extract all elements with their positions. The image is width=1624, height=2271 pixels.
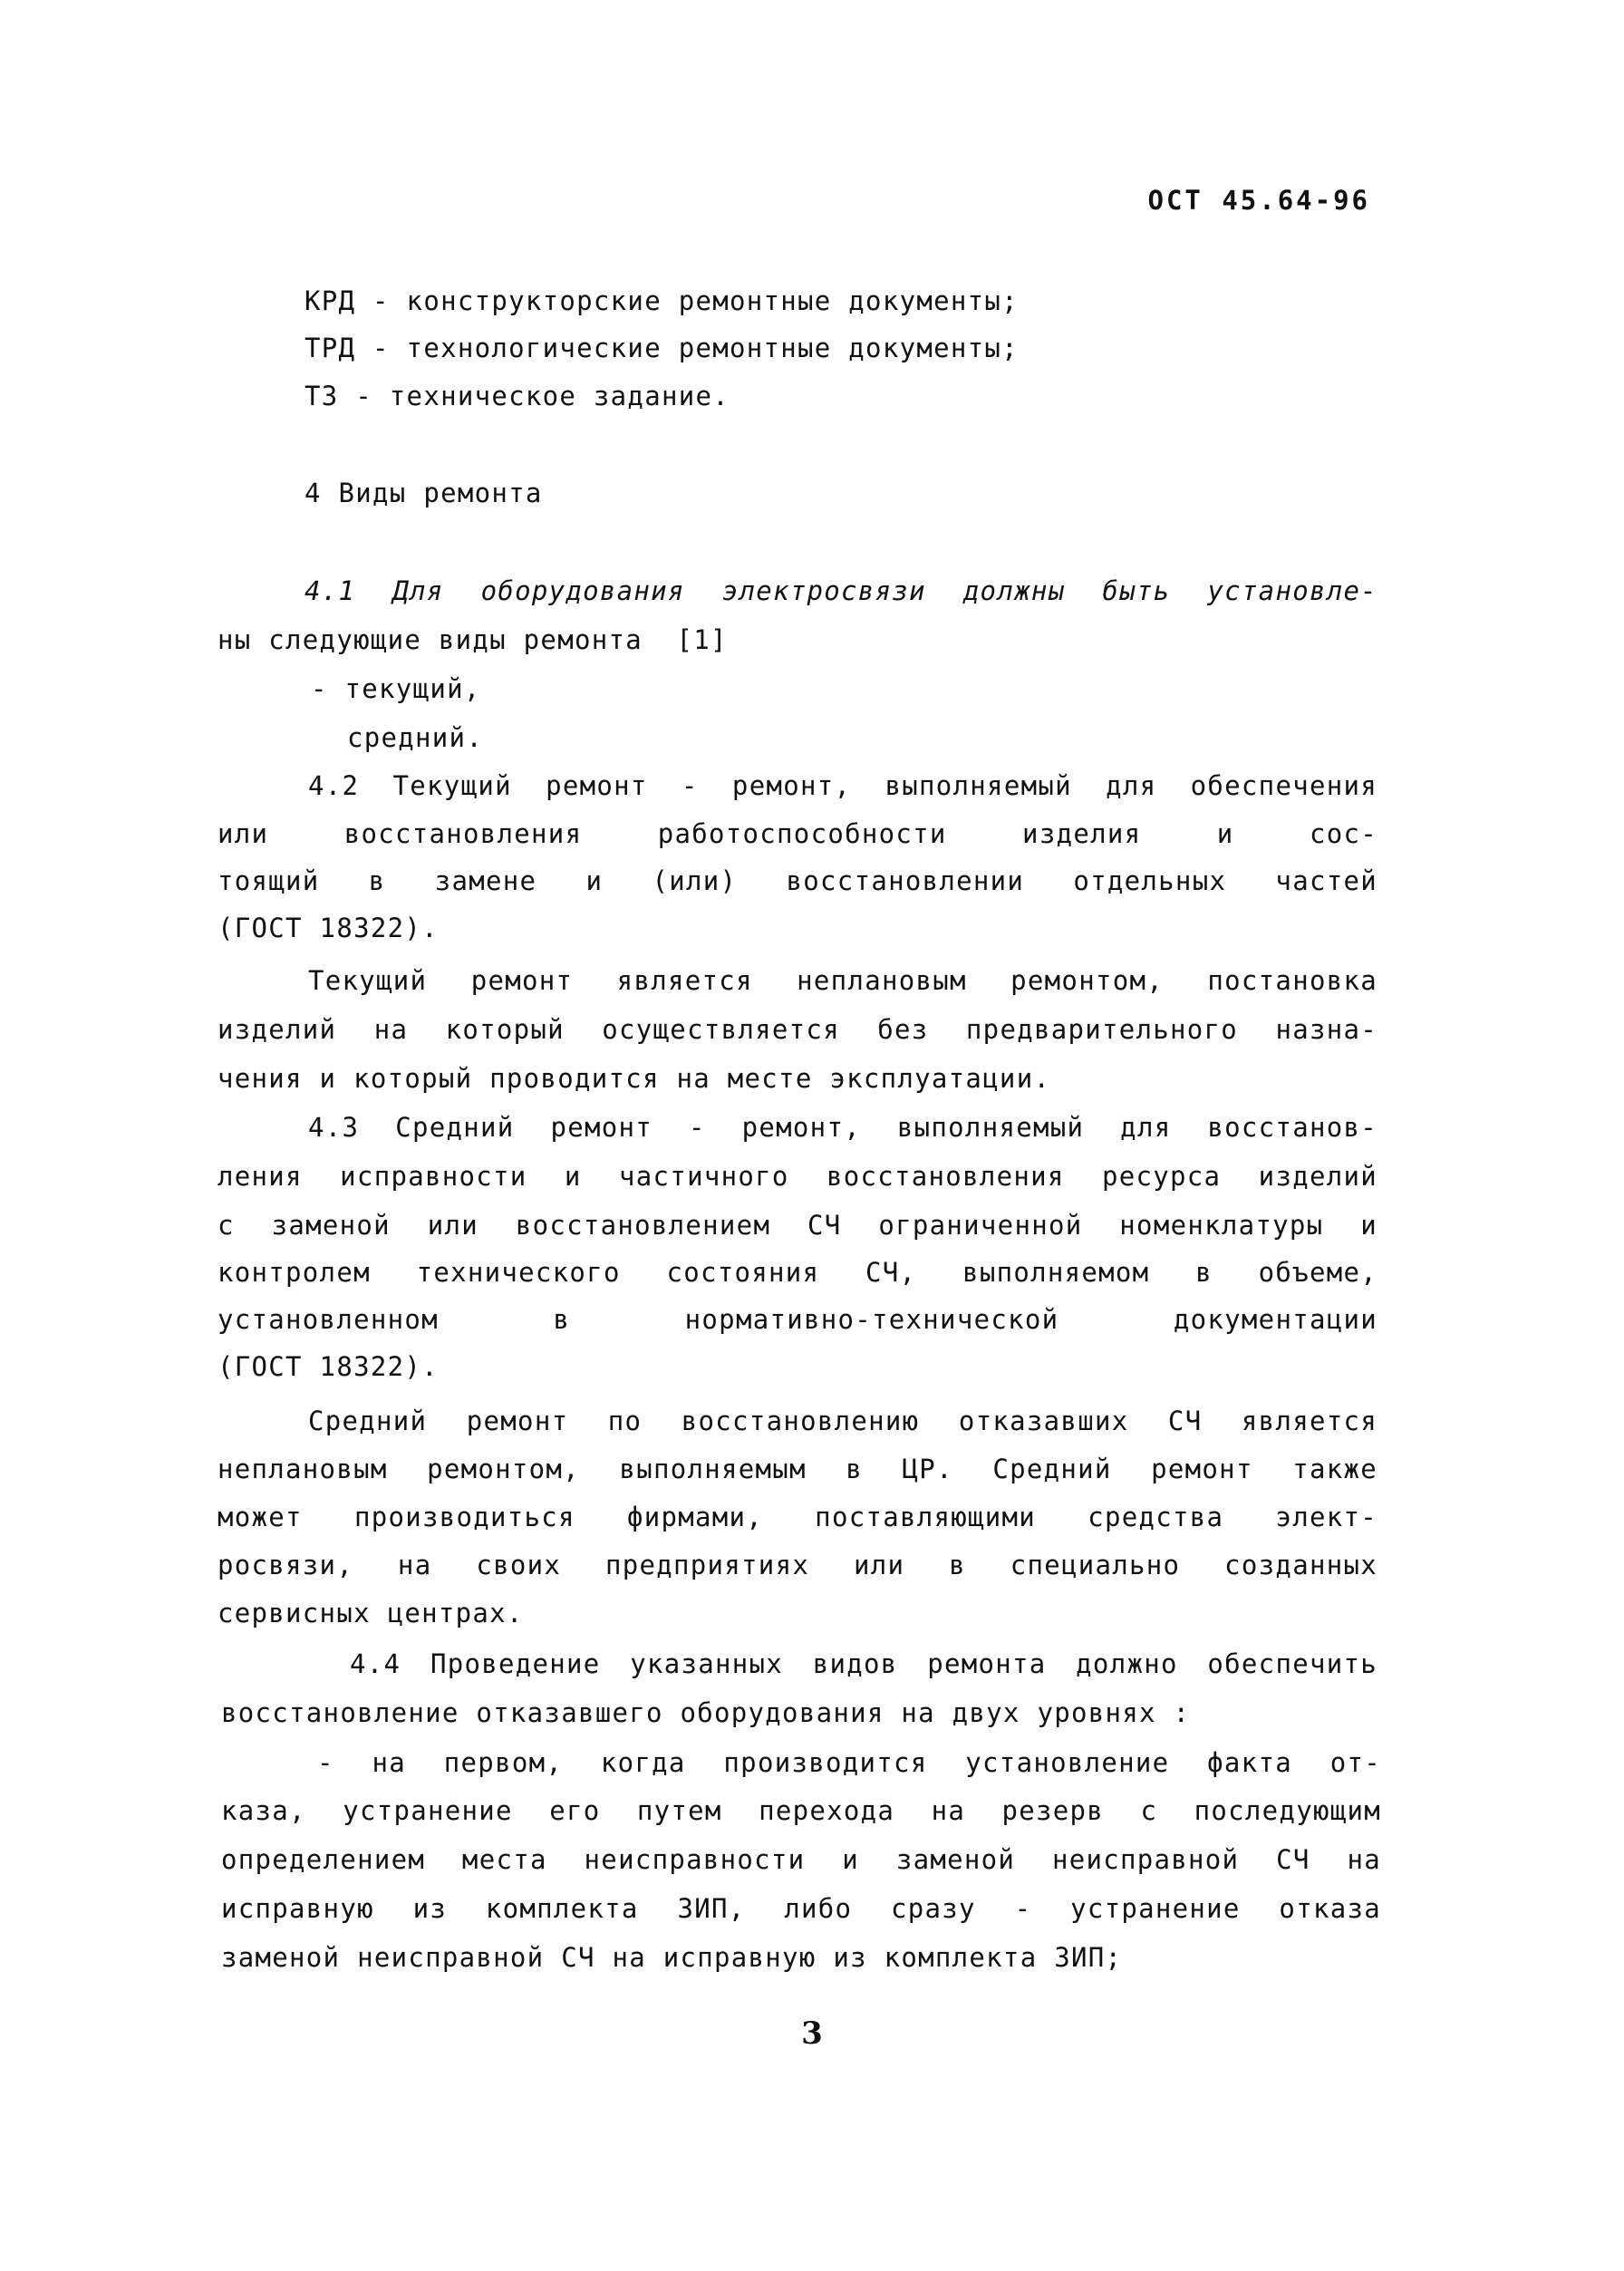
paragraph-first-level-line-1: - на первом, когда производится установление факта от- — [317, 1747, 1381, 1778]
paragraph-4-1-line-2: ны следующие виды ремонта [1] — [218, 624, 728, 655]
list-item-medium: средний. — [347, 722, 484, 753]
abbreviation-trd: ТРД - технологические ремонтные документы; — [304, 333, 1019, 363]
paragraph-4-1-line-1: 4.1 Для оборудования электросвязи должны быть установле- — [304, 575, 1378, 606]
page-number: 3 — [801, 2015, 823, 2052]
paragraph-first-level-line-2: каза, устранение его путем перехода на резерв с последующим — [221, 1795, 1381, 1826]
paragraph-4-3-line-2: ления исправности и частичного восстановления ресурса изделий — [218, 1161, 1378, 1192]
paragraph-current-line-2: изделий на который осуществляется без предварительного назна- — [218, 1014, 1378, 1045]
paragraph-4-2-line-4: (ГОСТ 18322). — [218, 913, 439, 943]
paragraph-medium-line-1: Средний ремонт по восстановлению отказавших СЧ является — [308, 1406, 1378, 1436]
abbreviation-krd: КРД - конструкторские ремонтные документы; — [304, 285, 1019, 316]
paragraph-medium-line-4: росвязи, на своих предприятиях или в специально созданных — [218, 1550, 1378, 1580]
paragraph-4-3-line-4: контролем технического состояния СЧ, выполняемом в объеме, — [218, 1257, 1378, 1288]
paragraph-4-2-line-2: или восстановления работоспособности изделия и сос- — [218, 818, 1378, 849]
abbreviation-tz: ТЗ - техническое задание. — [304, 381, 730, 411]
paragraph-first-level-line-5: заменой неисправной СЧ на исправную из комплекта ЗИП; — [221, 1942, 1123, 1973]
paragraph-medium-line-5: сервисных центрах. — [218, 1598, 524, 1628]
paragraph-4-4-line-2: восстановление отказавшего оборудования на двух уровнях : — [221, 1697, 1191, 1728]
list-item-current: - текущий, — [311, 673, 481, 704]
document-code: ОСТ 45.64-96 — [1147, 185, 1370, 216]
paragraph-4-3-line-1: 4.3 Средний ремонт - ремонт, выполняемый для восстанов- — [308, 1112, 1378, 1143]
paragraph-current-line-3: чения и который проводится на месте эксплуатации. — [218, 1063, 1051, 1094]
paragraph-4-2-line-3: тоящий в замене и (или) восстановлении отдельных частей — [218, 865, 1378, 896]
paragraph-current-line-1: Текущий ремонт является неплановым ремонтом, постановка — [308, 965, 1378, 996]
paragraph-medium-line-2: неплановым ремонтом, выполняемым в ЦР. Средний ремонт также — [218, 1454, 1378, 1484]
section-title: 4 Виды ремонта — [304, 478, 543, 508]
paragraph-first-level-line-3: определением места неисправности и заменой неисправной СЧ на — [221, 1844, 1381, 1875]
paragraph-first-level-line-4: исправную из комплекта ЗИП, либо сразу - устранение отказа — [221, 1893, 1381, 1924]
paragraph-4-3-line-6: (ГОСТ 18322). — [218, 1351, 439, 1382]
paragraph-4-4-line-1: 4.4 Проведение указанных видов ремонта должно обеспечить — [350, 1648, 1378, 1679]
paragraph-medium-line-3: может производиться фирмами, поставляющими средства элект- — [218, 1502, 1378, 1532]
paragraph-4-3-line-3: с заменой или восстановлением СЧ ограниченной номенклатуры и — [218, 1210, 1378, 1241]
paragraph-4-2-line-1: 4.2 Текущий ремонт - ремонт, выполняемый для обеспечения — [308, 770, 1378, 801]
paragraph-4-3-line-5: установленном в нормативно-технической документации — [218, 1304, 1378, 1335]
